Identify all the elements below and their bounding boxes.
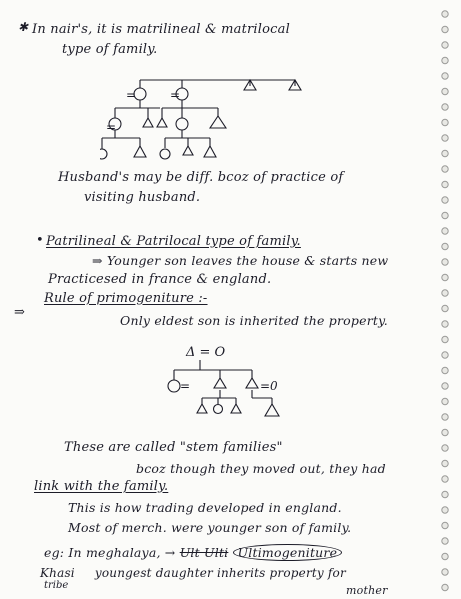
spiral-hole — [442, 73, 448, 79]
spiral-hole — [442, 88, 448, 94]
spiral-hole — [442, 212, 448, 218]
spiral-hole — [442, 228, 448, 234]
equals-zero-mark: =0 — [260, 379, 278, 393]
stem-family-top-couple: Δ = O — [186, 345, 226, 360]
note-line-10: These are called "stem families" — [64, 440, 283, 455]
spiral-hole — [442, 57, 448, 63]
spiral-hole — [442, 429, 448, 435]
note-line-11: bcoz though they moved out, they had — [136, 461, 386, 476]
spiral-hole — [442, 321, 448, 327]
struck-text: Ult Ulti — [179, 545, 229, 560]
spiral-hole — [442, 398, 448, 404]
note-line-14: Most of merch. were younger son of family. — [68, 520, 352, 535]
khasi-label: Khasi — [40, 566, 75, 580]
spiral-hole — [442, 150, 448, 156]
equals-sign-1: = — [126, 88, 137, 102]
spiral-hole — [442, 367, 448, 373]
note-line-15 — [44, 545, 342, 560]
spiral-hole — [442, 274, 448, 280]
equals-sign-2: = — [170, 88, 181, 102]
tribe-label: tribe — [44, 580, 69, 591]
spiral-hole — [442, 243, 448, 249]
margin-mark: ✱ — [18, 20, 29, 34]
note-line-13: This is how trading developed in england. — [68, 500, 342, 515]
note-line-3: Husband's may be diff. bcoz of practice of — [58, 170, 344, 185]
spiral-hole — [442, 538, 448, 544]
spiral-hole — [442, 181, 448, 187]
spiral-hole — [442, 135, 448, 141]
spiral-hole — [442, 584, 448, 590]
spiral-hole — [442, 104, 448, 110]
spiral-hole — [442, 305, 448, 311]
note-line-4: visiting husband. — [84, 190, 201, 205]
spiral-hole — [442, 197, 448, 203]
spiral-hole — [442, 42, 448, 48]
note-line-16-text: youngest daughter inherits property for — [94, 566, 346, 580]
arrow-mark: ⇒ — [14, 305, 26, 320]
bullet-dot: • — [36, 233, 44, 248]
equals-sign-3: = — [106, 120, 117, 134]
note-line-2: type of family. — [62, 42, 158, 57]
note-line-5: Patrilineal & Patrilocal type of family. — [46, 234, 301, 249]
note-line-8: Rule of primogeniture :- — [44, 291, 208, 306]
note-line-17: mother — [346, 584, 388, 597]
spiral-hole — [442, 11, 448, 17]
spiral-hole — [442, 383, 448, 389]
kinship-diagram-matrilineal — [100, 72, 320, 172]
spiral-hole — [442, 26, 448, 32]
note-line-16 — [40, 566, 346, 580]
note-line-1: In nair's, it is matrilineal & matrilocal — [32, 22, 290, 37]
spiral-hole — [442, 352, 448, 358]
spiral-hole — [442, 259, 448, 265]
note-line-6: ⇒ Younger son leaves the house & starts new — [92, 253, 389, 268]
ultimogeniture-circled: Ultimogeniture — [233, 544, 343, 561]
note-line-7: Practicesed in france & england. — [48, 272, 272, 287]
spiral-binding — [429, 6, 455, 596]
spiral-hole — [442, 569, 448, 575]
spiral-hole — [442, 290, 448, 296]
spiral-hole — [442, 460, 448, 466]
example-prefix: eg: In meghalaya, → — [44, 545, 176, 560]
spiral-hole — [442, 166, 448, 172]
spiral-hole — [442, 414, 448, 420]
spiral-hole — [442, 336, 448, 342]
spiral-hole — [442, 522, 448, 528]
spiral-hole — [442, 507, 448, 513]
spiral-hole — [442, 476, 448, 482]
spiral-hole — [442, 445, 448, 451]
note-line-12: link with the family. — [34, 479, 169, 494]
equals-sign-4: = — [180, 379, 191, 393]
spiral-hole — [442, 119, 448, 125]
spiral-hole — [442, 491, 448, 497]
spiral-hole — [442, 553, 448, 559]
note-line-9: Only eldest son is inherited the property. — [120, 313, 388, 328]
